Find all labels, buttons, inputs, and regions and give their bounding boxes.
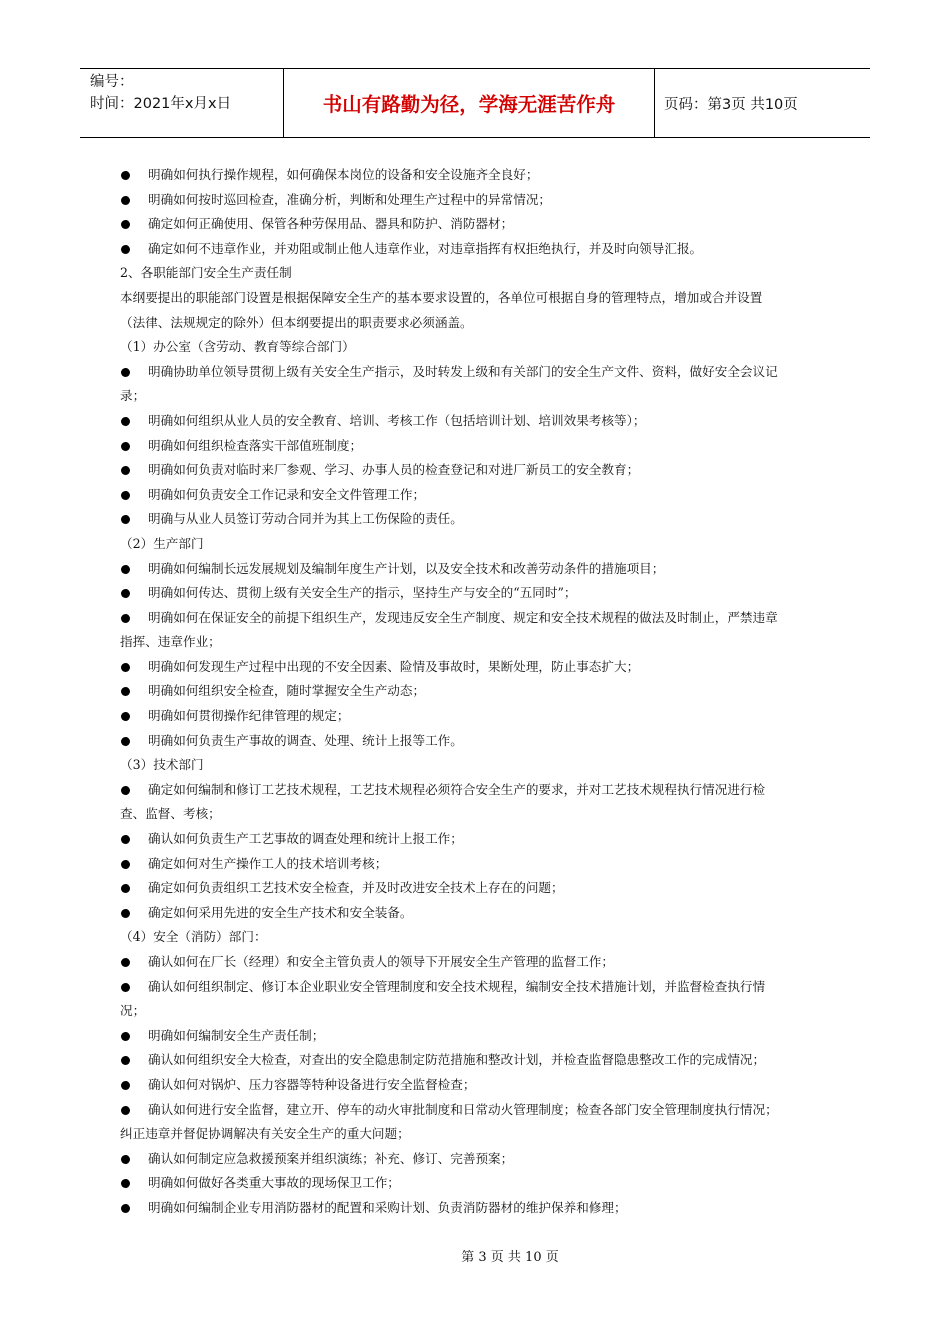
- line-text: 确认如何对锅炉、压力容器等特种设备进行安全监督检查；: [148, 1076, 476, 1092]
- line-text: 明确如何组织安全检查，随时掌握安全生产动态；: [148, 683, 426, 699]
- line-text: 明确如何编制企业专用消防器材的配置和采购计划、负责消防器材的维护保养和修理；: [148, 1199, 627, 1215]
- bullet-icon: [121, 442, 130, 451]
- line-text: 明确如何编制长远发展规划及编制年度生产计划，以及安全技术和改善劳动条件的措施项目；: [148, 560, 665, 576]
- bullet-icon: [121, 245, 130, 254]
- bullet-icon: [121, 614, 130, 623]
- bullet-icon: [121, 589, 130, 598]
- body-text-line: [120, 1122, 840, 1147]
- line-text: 确定如何采用先进的安全生产技术和安全装备。: [148, 904, 413, 920]
- bullet-icon: [121, 565, 130, 574]
- body-text-line: [120, 532, 840, 557]
- bullet-icon: [121, 958, 130, 967]
- document-body: [120, 163, 840, 1221]
- line-text: 确认如何负责生产工艺事故的调查处理和统计上报工作；: [148, 831, 463, 847]
- line-text: 明确如何发现生产过程中出现的不安全因素、险情及事故时，果断处理，防止事态扩大；: [148, 658, 640, 674]
- bullet-icon: [121, 835, 130, 844]
- bullet-icon: [121, 909, 130, 918]
- bullet-icon: [121, 786, 130, 795]
- bullet-icon: [121, 171, 130, 180]
- line-text: 录；: [120, 388, 146, 404]
- body-text-line: [120, 753, 840, 778]
- body-text-line: [120, 630, 840, 655]
- bullet-item: [120, 1073, 840, 1098]
- bullet-item: [120, 1098, 840, 1123]
- bullet-icon: [121, 860, 130, 869]
- header-info: [90, 71, 280, 115]
- bullet-item: [120, 1171, 840, 1196]
- page-header: [80, 68, 870, 138]
- bullet-icon: [121, 515, 130, 524]
- header-divider: [654, 69, 655, 137]
- line-text: 明确如何组织从业人员的安全教育、培训、考核工作（包括培训计划、培训效果考核等）；: [148, 412, 646, 428]
- bullet-item: [120, 950, 840, 975]
- line-text: 明确如何做好各类重大事故的现场保卫工作；: [148, 1175, 400, 1191]
- line-text: 明确如何负责安全工作记录和安全文件管理工作；: [148, 486, 426, 502]
- bullet-item: [120, 458, 840, 483]
- bullet-icon: [121, 1179, 130, 1188]
- body-text-line: [120, 384, 840, 409]
- header-page-number: 页码：第3页 共10页: [664, 96, 798, 113]
- bullet-item: [120, 827, 840, 852]
- line-text: （1）办公室（含劳动、教育等综合部门）: [120, 339, 355, 355]
- bullet-icon: [121, 1155, 130, 1164]
- bullet-icon: [121, 196, 130, 205]
- line-text: 2、各职能部门安全生产责任制: [120, 265, 292, 281]
- bullet-item: [120, 852, 840, 877]
- line-text: 本纲要提出的职能部门设置是根据保障安全生产的基本要求设置的，各单位可根据自身的管理特点，增加或合并设置: [120, 289, 763, 305]
- line-text: 明确如何贯彻操作纪律管理的规定；: [148, 708, 350, 724]
- line-text: 确定如何对生产操作工人的技术培训考核；: [148, 855, 388, 871]
- bullet-item: [120, 434, 840, 459]
- bullet-item: [120, 975, 840, 1000]
- bullet-icon: [121, 983, 130, 992]
- bullet-icon: [121, 368, 130, 377]
- bullet-item: [120, 901, 840, 926]
- document-number-label: 编号：: [90, 74, 134, 90]
- bullet-item: [120, 655, 840, 680]
- bullet-icon: [121, 417, 130, 426]
- line-text: （3）技术部门: [120, 757, 204, 773]
- bullet-item: [120, 729, 840, 754]
- body-text-line: [120, 999, 840, 1024]
- line-text: 明确与从业人员签订劳动合同并为其上工伤保险的责任。: [148, 511, 463, 527]
- line-text: 明确如何传达、贯彻上级有关安全生产的指示，坚持生产与安全的“五同时”；: [148, 585, 577, 601]
- line-text: 确定如何不违章作业，并劝阻或制止他人违章作业，对违章指挥有权拒绝执行，并及时向领导汇报。: [148, 240, 703, 256]
- bullet-item: [120, 212, 840, 237]
- bullet-item: [120, 876, 840, 901]
- bullet-item: [120, 409, 840, 434]
- bullet-icon: [121, 737, 130, 746]
- bullet-item: [120, 581, 840, 606]
- line-text: 确定如何负责组织工艺技术安全检查，并及时改进安全技术上存在的问题；: [148, 880, 564, 896]
- body-text-line: [120, 335, 840, 360]
- bullet-icon: [121, 491, 130, 500]
- line-text: 明确协助单位领导贯彻上级有关安全生产指示，及时转发上级和有关部门的安全生产文件、资料，做好安全会议记: [148, 363, 778, 379]
- line-text: 指挥、违章作业；: [120, 634, 221, 650]
- bullet-icon: [121, 687, 130, 696]
- bullet-item: [120, 188, 840, 213]
- bullet-icon: [121, 663, 130, 672]
- bullet-item: [120, 704, 840, 729]
- line-text: 明确如何组织检查落实干部值班制度；: [148, 437, 363, 453]
- bullet-icon: [121, 1032, 130, 1041]
- body-text-line: [120, 261, 840, 286]
- bullet-icon: [121, 1106, 130, 1115]
- bullet-icon: [121, 1081, 130, 1090]
- line-text: 明确如何负责对临时来厂参观、学习、办事人员的检查登记和对进厂新员工的安全教育；: [148, 462, 640, 478]
- line-text: 明确如何执行操作规程，如何确保本岗位的设备和安全设施齐全良好；: [148, 167, 539, 182]
- line-text: 确认如何制定应急救援预案并组织演练；补充、修订、完善预案；: [148, 1150, 514, 1166]
- page-footer: 第 3 页 共 10 页: [461, 1250, 559, 1265]
- bullet-item: [120, 483, 840, 508]
- line-text: （4）安全（消防）部门：: [120, 929, 267, 945]
- bullet-item: [120, 1147, 840, 1172]
- bullet-icon: [121, 220, 130, 229]
- line-text: 确认如何在厂长（经理）和安全主管负责人的领导下开展安全生产管理的监督工作；: [148, 954, 614, 969]
- bullet-icon: [121, 466, 130, 475]
- line-text: 查、监督、考核；: [120, 806, 221, 822]
- header-motto: 书山有路勤为径，学海无涯苦作舟: [322, 93, 616, 116]
- bullet-item: [120, 778, 840, 803]
- line-text: 况；: [120, 1003, 146, 1019]
- line-text: 确定如何正确使用、保管各种劳保用品、器具和防护、消防器材；: [148, 216, 514, 232]
- bullet-item: [120, 557, 840, 582]
- document-date-label: 时间：2021年x月x日: [90, 96, 232, 112]
- bullet-item: [120, 606, 840, 631]
- bullet-icon: [121, 1204, 130, 1213]
- bullet-icon: [121, 1056, 130, 1065]
- bullet-item: [120, 1048, 840, 1073]
- bullet-item: [120, 237, 840, 262]
- body-text-line: [120, 311, 840, 336]
- line-text: 明确如何按时巡回检查，准确分析，判断和处理生产过程中的异常情况；: [148, 191, 551, 207]
- line-text: 明确如何在保证安全的前提下组织生产，发现违反安全生产制度、规定和安全技术规程的做法及时制止，严禁违章: [148, 609, 778, 625]
- line-text: 确定如何编制和修订工艺技术规程，工艺技术规程必须符合安全生产的要求，并对工艺技术规程执行情况进行检: [148, 781, 766, 797]
- bullet-item: [120, 679, 840, 704]
- line-text: 纠正违章并督促协调解决有关安全生产的重大问题；: [120, 1126, 410, 1142]
- body-text-line: [120, 925, 840, 950]
- bullet-item: [120, 507, 840, 532]
- bullet-item: [120, 360, 840, 385]
- bullet-icon: [121, 712, 130, 721]
- line-text: （2）生产部门: [120, 535, 204, 551]
- line-text: 确认如何组织安全大检查，对查出的安全隐患制定防范措施和整改计划，并检查监督隐患整改工作的完成情况；: [148, 1052, 766, 1068]
- line-text: 确认如何组织制定、修订本企业职业安全管理制度和安全技术规程，编制安全技术措施计划，并监督检查执行情: [148, 978, 766, 994]
- line-text: （法律、法规规定的除外）但本纲要提出的职责要求必须涵盖。: [120, 314, 473, 330]
- bullet-item: [120, 1196, 840, 1221]
- line-text: 明确如何编制安全生产责任制；: [148, 1027, 325, 1043]
- body-text-line: [120, 802, 840, 827]
- line-text: 确认如何进行安全监督，建立开、停车的动火审批制度和日常动火管理制度；检查各部门安全管理制度执行情况；: [148, 1101, 778, 1117]
- body-text-line: [120, 286, 840, 311]
- line-text: 明确如何负责生产事故的调查、处理、统计上报等工作。: [148, 732, 463, 748]
- bullet-item: [120, 1024, 840, 1049]
- bullet-icon: [121, 884, 130, 893]
- bullet-item: [120, 163, 840, 188]
